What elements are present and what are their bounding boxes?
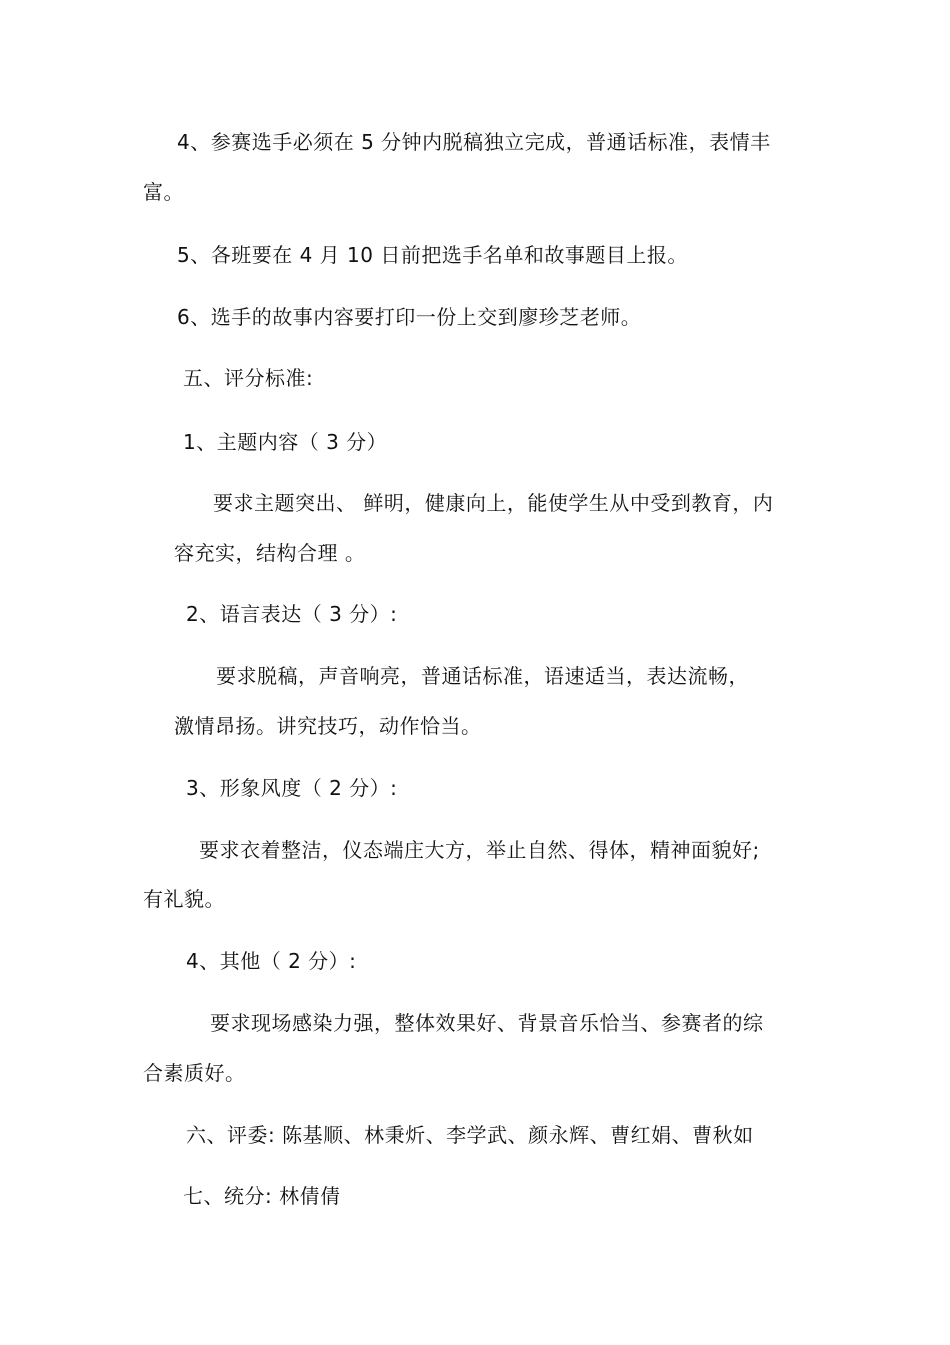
criterion-1-heading: 1、主题内容（ 3 分） (183, 430, 388, 454)
criterion-2-heading: 2、语言表达（ 3 分）: (186, 602, 398, 626)
criterion-3-text-line-1: 要求衣着整洁，仪态端庄大方，举止自然、得体，精神面貌好; (199, 838, 760, 862)
criterion-4-text-line-2: 合素质好。 (143, 1061, 246, 1085)
rule-4-line-1: 4、参赛选手必须在 5 分钟内脱稿独立完成，普通话标准，表情丰 (177, 130, 771, 154)
criterion-3-text-line-2: 有礼貌。 (143, 887, 225, 911)
criterion-4-text-line-1: 要求现场感染力强，整体效果好、背景音乐恰当、参赛者的综 (210, 1011, 764, 1035)
criterion-4-heading: 4、其他（ 2 分）: (186, 949, 357, 973)
criterion-2-text-line-1: 要求脱稿，声音响亮，普通话标准，语速适当，表达流畅， (216, 664, 749, 688)
section-scorekeeper: 七、统分: 林倩倩 (183, 1184, 341, 1208)
section-heading-scoring: 五、评分标准: (183, 366, 314, 390)
section-judges: 六、评委: 陈基顺、林秉炘、李学武、颜永辉、曹红娟、曹秋如 (186, 1123, 754, 1147)
rule-4-line-2: 富。 (143, 180, 184, 204)
rule-5: 5、各班要在 4 月 10 日前把选手名单和故事题目上报。 (177, 243, 688, 267)
criterion-1-text-line-2: 容充实，结构合理 。 (174, 541, 366, 565)
criterion-1-text-line-1: 要求主题突出、 鲜明，健康向上，能使学生从中受到教育，内 (213, 491, 774, 515)
criterion-3-heading: 3、形象风度（ 2 分）: (186, 776, 398, 800)
rule-6: 6、选手的故事内容要打印一份上交到廖珍芝老师。 (177, 305, 642, 329)
criterion-2-text-line-2: 激情昂扬。讲究技巧，动作恰当。 (174, 714, 482, 738)
